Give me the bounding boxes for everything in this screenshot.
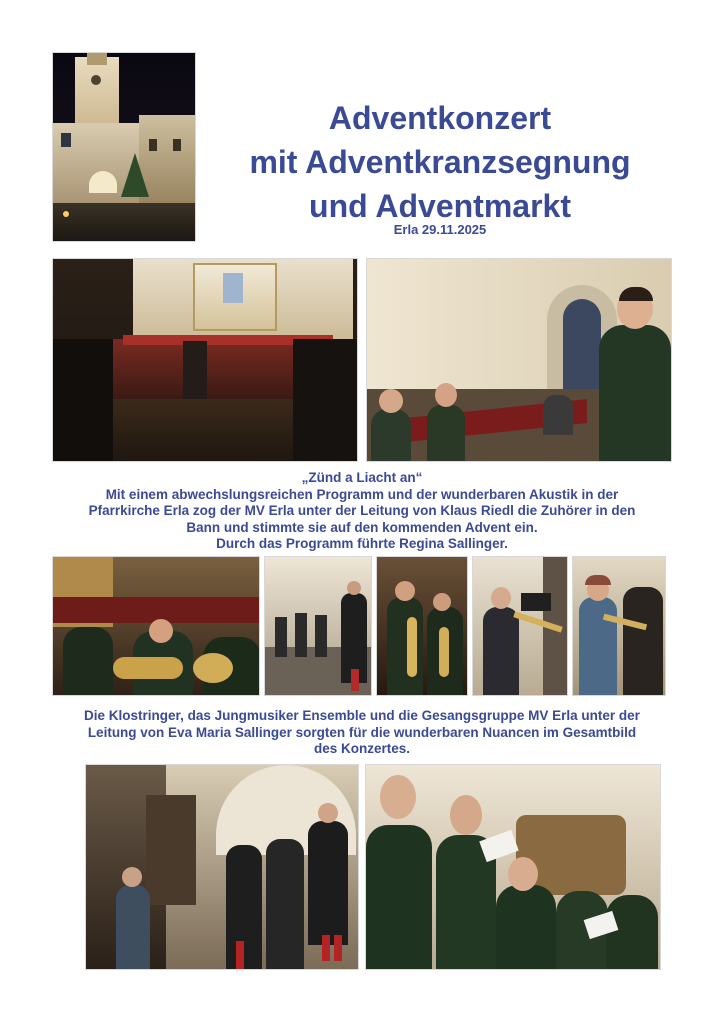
caption1-line-3: Pfarrkirche Erla zog der MV Erla unter der Leitung von Klaus Riedl die Zuhörer in den <box>88 503 636 518</box>
photo-choir-church-aisle <box>85 764 359 970</box>
photo-church-night <box>52 52 196 242</box>
photo-young-trombonist <box>472 556 568 696</box>
caption1-line-2: Mit einem abwechslungsreichen Programm und der wunderbaren Akustik in der <box>105 486 619 502</box>
photo-conductor-musicians <box>366 258 672 462</box>
caption2-line-2: Leitung von Eva Maria Sallinger sorgten für die wunderbaren Nuancen im Gesamtbild <box>87 724 637 740</box>
caption1-line-5: Durch das Programm führte Regina Sallinger. <box>216 536 508 551</box>
photo-choir-singers <box>365 764 661 970</box>
caption2-line-3: des Konzertes. <box>313 741 411 756</box>
caption2-line-1: Die Klostringer, das Jungmusiker Ensemble und die Gesangsgruppe MV Erla unter der <box>84 708 640 723</box>
caption1-line-4: Bann und stimmte sie auf den kommenden Advent ein. <box>186 519 538 535</box>
caption-ensembles <box>30 708 694 758</box>
title-line-1: Adventkonzert <box>328 100 552 136</box>
title-line-2: mit Adventkranzsegnung <box>249 144 631 180</box>
event-date: Erla 29.11.2025 <box>393 222 487 237</box>
photo-brass-section <box>52 556 260 696</box>
page-title <box>200 96 680 228</box>
photo-young-brass-ensemble <box>572 556 666 696</box>
caption-concert-description <box>30 470 694 553</box>
photo-church-interior-orchestra <box>52 258 358 462</box>
photo-saxophone-players <box>376 556 468 696</box>
title-line-3: und Adventmarkt <box>309 188 571 224</box>
photo-stage-band <box>264 556 372 696</box>
caption1-line-1: „Zünd a Liacht an“ <box>301 470 423 485</box>
